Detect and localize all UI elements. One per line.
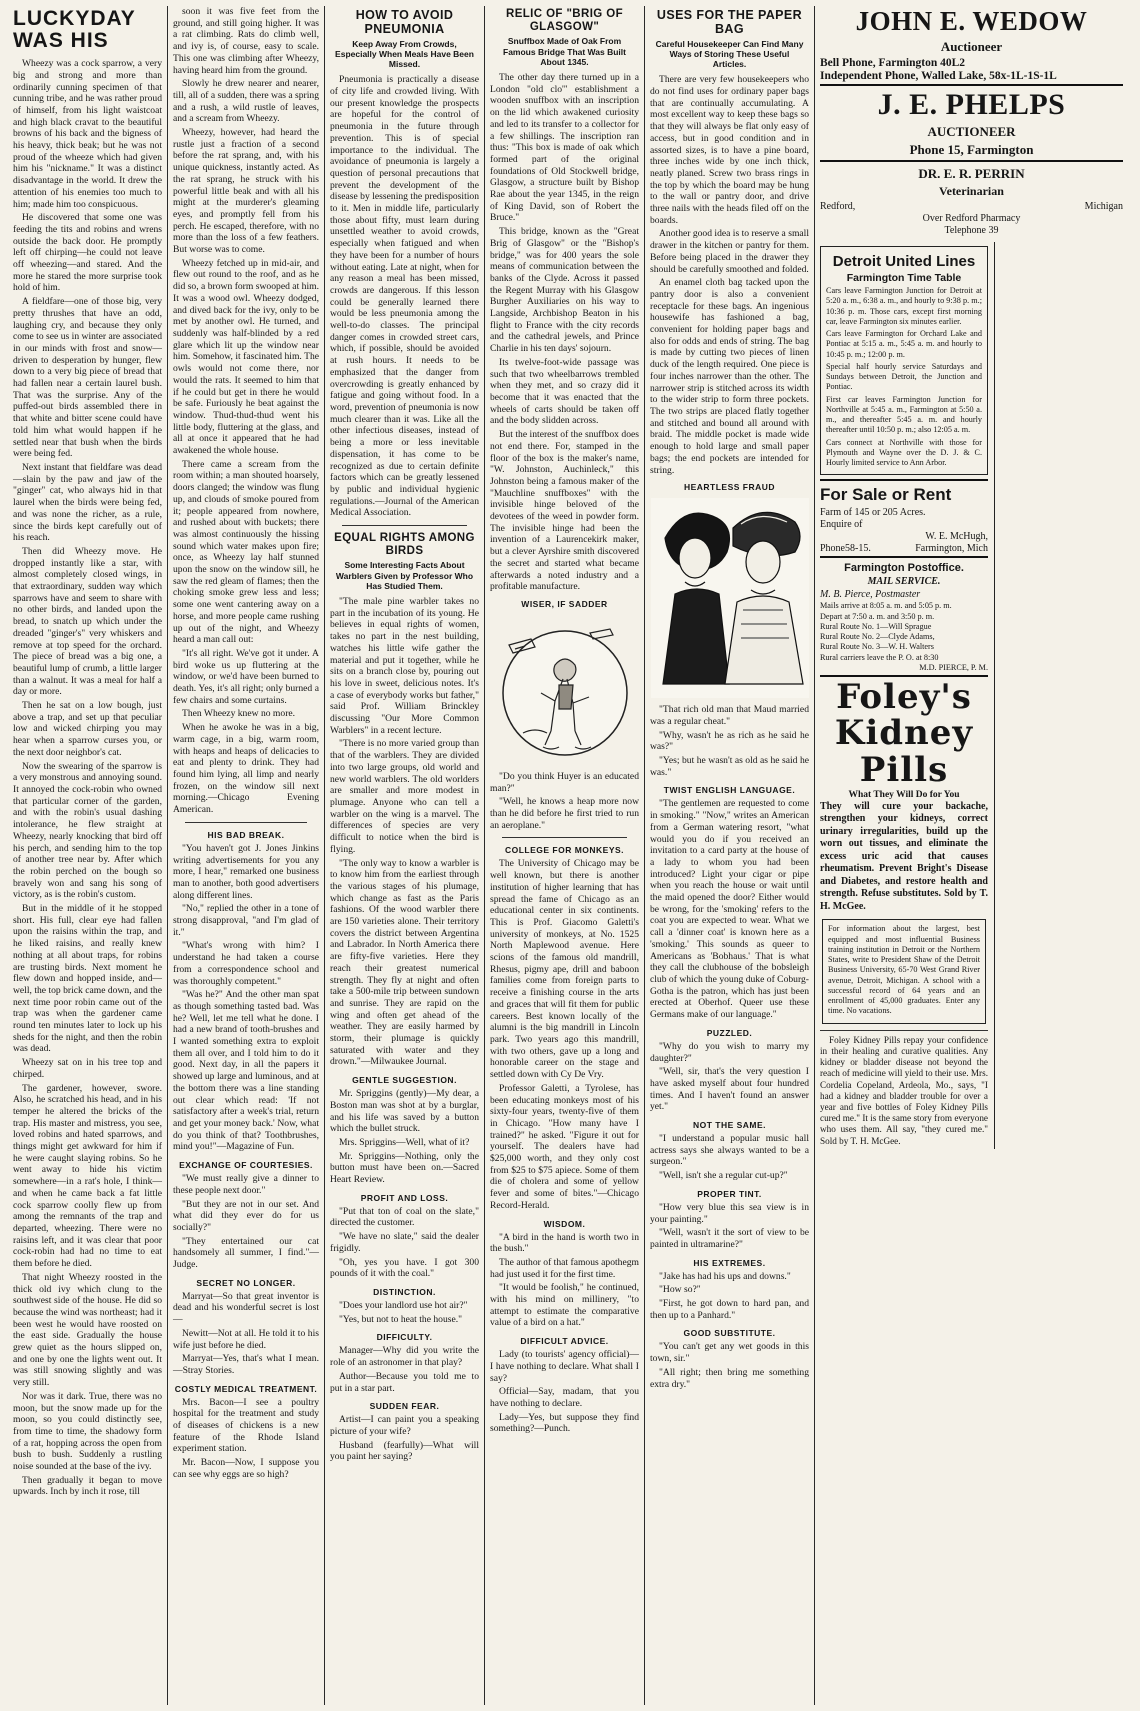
ad-business-university — [822, 919, 986, 1023]
paragraph: "No," replied the other in a tone of strong disapproval, "and I'm glad of it." — [173, 903, 319, 938]
subhead-extremes: HIS EXTREMES. — [693, 1257, 766, 1268]
ad-sale-title: For Sale or Rent — [820, 485, 952, 505]
divider — [820, 556, 988, 558]
po-line: Depart at 7:50 a. m. and 3:50 p. m. — [820, 611, 935, 621]
paragraph: Then did Wheezy move. He dropped instantly like a star, with almost completely closed wings, in that extraordinary, sudden way which sparrows have and seem to share with no other birds, and landed upon the bread, to snatch up which under the dreaded "ginger's" very whiskers and remove at top speed for the orchard. The piece of bread was a big one, a beautiful lump of crumb, a little larger than a walnut. It was a meal for half a day or more. — [13, 545, 162, 698]
divider — [820, 160, 1123, 162]
ad-foley-title-3: Pills — [859, 749, 949, 790]
ad-sale-name: W. E. McHugh, — [925, 531, 988, 543]
paragraph: Husband (fearfully)—What will you paint her saying? — [330, 1439, 479, 1463]
paragraph: There are very few housekeepers who do not find uses for ordinary paper bags that are continually accumulating. A most excellent way to keep these bags so that they will always be flat only easy of access, but in good condition and in assorted sizes, is to have a pine board, three inches wide by one inch thick, neatly planed. Screw two brass rings in the top by which the board may be hung to the wall or pantry door, and drive three nails with the heads filed off on the boards. — [650, 74, 809, 226]
paragraph: Its twelve-foot-wide passage was such that two wheelbarrows trembled when they met, and so crazy did it become that it was enacted that the wheels of carts should be taken off and the body slidden across. — [490, 356, 639, 427]
ad-perrin-location — [820, 201, 1123, 212]
column-2 — [168, 6, 325, 1705]
article-title-birds: EQUAL RIGHTS AMONG BIRDS — [334, 532, 475, 558]
ad-perrin-tel: Telephone 39 — [944, 225, 999, 236]
paragraph: Mr. Spriggins—Nothing, only the button must have been on.—Sacred Heart Review. — [330, 1150, 479, 1186]
paragraph: "That rich old man that Maud married was a regular cheat." — [650, 704, 809, 727]
ad-right-blank — [995, 242, 1123, 1149]
paragraph: The gardener, however, swore. Also, he scratched his head, and in his temper he altered the bricks of the trap. His master and mistress, you see, loved robins and hated sparrows, and things might get awkward for him if he were caught slaying robins. So he went away to hide his victim somewhere—in a rat's hole, I think—and when he came back a fat little cock sparrow coolly flew up from among the remnants of the trap and departed, wheezing. There were no raisins left, and it was clear that poor cock-robin had had no time to eat them before he died. — [13, 1082, 162, 1270]
ad-split-row — [820, 242, 1123, 1149]
subhead-profit: PROFIT AND LOSS. — [360, 1192, 449, 1203]
paragraph: Special half hourly service Saturdays and Sundays between Detroit, the Junction and Pontiac. — [826, 361, 982, 392]
po-line: Rural Route No. 3—W. H. Walters — [820, 642, 934, 652]
ad-detroit-sub: Farmington Time Table — [846, 272, 962, 284]
ad-sale-contact — [820, 543, 988, 554]
ad-phelps-name: J. E. PHELPS — [877, 88, 1066, 121]
paragraph: "How so?" — [659, 1284, 701, 1296]
subhead-substitute: GOOD SUBSTITUTE. — [683, 1328, 776, 1339]
paragraph: "The only way to know a warbler is to know him from the earliest through the various stages of his plumage, which change as fast as the Paris fashions. Of the wood warbler there are 150 varieties alone. Their territory covers the district between Argentina and Labrador. In North America there are fifty-five varieties. Here they reach their greatest numerical strength. They fly at night and often take a 500-mile trip between sundown and sunrise. They are rapid on the wing and often get ahead of the weather. They are easily harmed by storm, their plumage is quickly saturated with water and they drown."—Milwaukee Journal. — [330, 857, 479, 1068]
subhead-sudden: SUDDEN FEAR. — [369, 1401, 440, 1412]
column-3 — [325, 6, 485, 1705]
paragraph: This bridge, known as the "Great Brig of Glasgow" or the "Bishop's bridge," was for 400 years the sole means of communication between the banks of the Clyde. Across it passed the Regent Murray with his Glasgow Burgher Auxiliaries on his way to Langside, Archbishop Beaton in his flight to France with the city records and the cathedral jewels, and Prince Charlie in his ten days' sojourn. — [490, 226, 639, 355]
subhead-costly: COSTLY MEDICAL TREATMENT. — [174, 1383, 318, 1394]
ad-po-service: MAIL SERVICE. — [867, 576, 941, 588]
paragraph: He discovered that some one was feeding the tits and robins and wrens outside the back door. He promptly left off chirping—he could not leave off wheezing—and stared. And the more he stared the more surprise took hold of him. — [13, 212, 162, 294]
subhead-wisdom: WISDOM. — [543, 1218, 586, 1229]
po-line: M.D. PIERCE, P. M. — [919, 662, 988, 672]
ad-phelps-role: AUCTIONEER — [927, 124, 1016, 139]
paragraph: "But they are not in our set. And what did they ever do for us socially?" — [173, 1198, 319, 1233]
po-line: Rural Route No. 2—Clyde Adams, — [820, 632, 935, 641]
subhead-not-same: NOT THE SAME. — [692, 1120, 767, 1131]
paragraph: Marryat—Yes, that's what I mean.—Stray Stories. — [173, 1353, 319, 1376]
divider — [820, 84, 1123, 86]
subhead-bad-break: HIS BAD BREAK. — [207, 829, 285, 840]
ad-foley-body: They will cure your backache, strengthen your kidneys, correct urinary irregularities, build up the worn out tissues, and eliminate the excess uric acid that causes rheumatism. Prevent Bright's Disease and Diabetes, and restore health and strength. Refuse substitutes. Sold by T. H. McGee. — [820, 800, 988, 912]
subhead-gentle: GENTLE SUGGESTION. — [352, 1075, 457, 1086]
paragraph: "Put that ton of coal on the slate," directed the customer. — [330, 1205, 479, 1229]
ad-postoffice — [820, 562, 988, 673]
paragraph: The University of Chicago may be well known, but there is another institution of higher learning that has spread the fame of Chicago as an educational center in six continents. This is Prof. Giacomo Galetti's university of monkeys, at No. 1525 North Maplewood avenue. Here scions of the famous old mandrill, Rhesus, pigmy ape, drill and baboon families come from foreign parts to receive a finishing course in the arts and graces that will fit them for public careers. Best known locally of the alumni is the big mandrill in Lincoln park. Two years ago this mandrill, with two others, gave up a long and honorable career on the stage and settled down with Cy De Vry. — [490, 858, 639, 1081]
po-line: Rural carriers leave the P. O. at 8:30 — [820, 652, 939, 662]
paragraph: Next instant that fieldfare was dead—slain by the paw and jaw of the "ginger" cat, who always hid in that laurel when the birds were being fed, and was none the richer, as a rule, since the birds kept carefully out of his reach. — [13, 462, 162, 544]
divider — [502, 837, 627, 838]
paragraph: "Well, isn't she a regular cut-up?" — [659, 1170, 788, 1182]
ad-foley-title-2: Kidney — [834, 713, 974, 754]
subhead-monkeys: COLLEGE FOR MONKEYS. — [504, 845, 625, 856]
paragraph: "They entertained our cat handsomely all summer, I find."—Judge. — [173, 1235, 319, 1271]
paragraph: Now the swearing of the sparrow is a very monstrous and annoying sound. It annoyed the cock-robin who owned that particular corner of the garden, and with the robin's usual dashing intolerance, he flew straight at Wheezy, nearly knocking that bird off his perch, and sending him to the top of another tree near by. After which the robin perched on the bough so bravely won and sang his song of victory, as is the robin's custom. — [13, 760, 162, 901]
cartoon-title-wiser: WISER, IF SADDER — [521, 598, 608, 609]
paragraph: "It's all right. We've got it under. A bird woke us up fluttering at the window, or we'd have been burned to death. Yes, it's all right; only burned a few chairs and some curtains. — [173, 647, 319, 706]
paragraph: Author—Because you told me to put in a star part. — [330, 1370, 479, 1394]
paragraph: Newitt—Not at all. He told it to his wife just before he died. — [173, 1327, 319, 1351]
ad-phelps-phone: Phone 15, Farmington — [909, 142, 1034, 157]
paragraph: Professor Galetti, a Tyrolese, has been educating monkeys most of his sixty-four years, twenty-five of them in Chicago. "How many have I trained?" he asked. "Figure it out for yourself. The dealers have had $25,000 worth, and they only cost from $25 to $75 apiece. Some of them die of cholera and some of yellow fever and some of bites."—Chicago Record-Herald. — [490, 1082, 639, 1211]
subhead-tint: PROPER TINT. — [697, 1188, 762, 1199]
ad-foley-sub: What They Will Do for You — [848, 789, 960, 800]
paragraph: Marryat—So that great inventor is dead and his wonderful secret is lost— — [173, 1290, 319, 1326]
ad-wedow-role: Auctioneer — [940, 39, 1003, 54]
ad-sale-phone: Phone58-15. — [820, 543, 871, 555]
column-1 — [8, 6, 168, 1705]
ad-perrin-name: DR. E. R. PERRIN — [918, 166, 1025, 181]
ad-detroit-lines — [820, 246, 988, 475]
paragraph: "A bird in the hand is worth two in the bush." — [490, 1231, 639, 1255]
column-4 — [485, 6, 645, 1705]
ad-wedow-line2: Independent Phone, Walled Lake, 58x-1L-1S-1L — [820, 70, 1057, 82]
paragraph: "Was he?" And the other man spat as though something tasted bad. Was he? Well, let me tell what he done. I had a new brand of tooth-brushes and I wanted something extra to exploit them all over, and I told him to do it good. Next day, in all the papers it showed up large and luminous, and at the bottom there was a line standing out clear which read: 'If not satisfactory after a week's trial, return and get your money back.' Now, what do you think of that? Toothbrushes, mind you!"—Magazine of Fun. — [173, 989, 319, 1153]
aeroplane-cartoon — [495, 615, 635, 765]
column-5 — [645, 6, 815, 1705]
article-deck-birds: Some Interesting Facts About Warblers Given by Professor Who Has Studied Them. — [335, 560, 474, 591]
column-layout — [8, 6, 1132, 1705]
paragraph: Cars leave Farmington for Orchard Lake and Pontiac at 5:15 a. m., 5:45 a. m. and hourly to 10:45 p. m.; 12:00 p. m. — [826, 329, 982, 359]
ad-left-stack — [820, 242, 995, 1149]
article-body-luckyday — [13, 58, 162, 1498]
paragraph: "The gentlemen are requested to come in smoking." "Now," writes an American from a German watering resort, "what would you do if you received an invitation to a card party at the house of a lady to whom you had been introduced? Light your cigar or pipe when you reach the house or wait until the maid opened the door? Either would be wrong, for the 'smoking' refers to the coat you are expected to wear. What we call a 'dinner coat' is known here as a 'smoking.' This sounds as queer to Americans as 'Bobhaus.' That is what they call the clubhouse of the bobsleigh club of which the young duke of Coburg-Gotha is the patron, which has just been erected at Oberhof. Queer use these Germans make of our language." — [650, 798, 809, 1021]
paragraph: soon it was five feet from the ground, and still going higher. It was a rat climbing. Rats do climb well, and ivy is, of course, easy to scale. This one was climbing after Wheezy, having heard him from the ground. — [173, 6, 319, 76]
divider — [820, 479, 988, 481]
paragraph: Then Wheezy knew no more. — [182, 708, 296, 720]
paragraph: "First, he got down to hard pan, and then up to a Panhard." — [650, 1298, 809, 1321]
paragraph: "Yes; but he wasn't as old as he said he was." — [650, 755, 809, 778]
article-deck-paperbag: Careful Housekeeper Can Find Many Ways of Storing These Useful Articles. — [655, 38, 804, 70]
subhead-secret: SECRET NO LONGER. — [196, 1277, 296, 1288]
paragraph: That night Wheezy roosted in the thick old ivy which clung to the southwest side of the house. He did so because the wind was northeast; had it been west he would have roosted on the east side. Gradually the house grew quiet as the hours slipped on, and one by one the lights went out. It was still snowing slightly and was very still. — [13, 1271, 162, 1389]
subhead-difficulty: DIFFICULTY. — [376, 1332, 433, 1343]
ad-foley-title-1: Foley's — [836, 677, 972, 717]
subhead-courtesies: EXCHANGE OF COURTESIES. — [179, 1160, 313, 1171]
paragraph: Mrs. Bacon—I see a poultry hospital for the treatment and study of diseases of chickens is a new feature of the Rhode Island experiment station. — [173, 1396, 319, 1455]
paragraph: The other day there turned up in a London "old clo'" establishment a wooden snuffbox with an inscription on the lid which awakened curiosity and led to its transfer to a collector for a few shillings. The inscription ran thus: "This box is made of oak which formed part of the original foundations of Old Stockwell bridge, Glasgow, a structure built by Bishop Rae about the year 1345, in the reign of King David, son of Robert the Bruce." — [490, 72, 639, 224]
ad-perrin-loc: Over Redford Pharmacy — [922, 213, 1021, 224]
ad-phelps — [820, 90, 1123, 158]
paragraph: Cars leave Farmington Junction for Detroit at 5:20 a. m., 6:38 a. m., and hourly to 9:38 p. m.; 10:36 p. m. Those cars, except first morning car, leave Farmington six minutes earlier. — [826, 286, 982, 326]
paragraph: Mr. Bacon—Now, I suppose you can see why eggs are so high? — [173, 1457, 319, 1480]
ad-po-title: Farmington Postoffice. — [844, 562, 964, 575]
article-title-luckyday: LUCKYDAY WAS HIS — [13, 7, 136, 53]
paragraph: But in the middle of it he stopped short. His full, clear eye had fallen upon the raisins within the trap, and he liked raisins, and really knew nothing at all about traps, for robins are trusting birds. Next moment he flew down and hopped inside, and—well, the top brick came down, and the next time poor robin came out of the trap was when the gardener came round ten minutes later to lock up his sheds for the night, and then the robin was dead. — [13, 903, 162, 1055]
paragraph: Lady (to tourists' agency official)—I have nothing to declare. What shall I say? — [490, 1349, 639, 1384]
divider — [185, 822, 307, 823]
column-6-ads — [815, 6, 1128, 1705]
paragraph: The author of that famous apothegm had just used it for the first time. — [490, 1256, 639, 1280]
po-line: Rural Route No. 1—Will Sprague — [820, 621, 932, 631]
article-title-paperbag: USES FOR THE PAPER BAG — [656, 8, 803, 37]
paragraph: Pneumonia is practically a disease of city life and crowded living. With our present knowledge the prospects are hopeful for the control of pneumonia in the future through prevention. This is of special importance to the individual. The avoidance of pneumonia is largely a question of personal precautions that prevent the development of the disease by lessening the predisposition to it. Men in middle life, particularly those about fifty, must learn during unsettled weather to avoid crowds, especially when fatigued and when they have been for a number of hours without eating. Late at night, when for any reason a meal has been missed, crowds are dangerous. If this lesson could be generally learned there would be less pneumonia among the well-to-do classes. The principal danger comes in crowded street cars, which, if possible, should be avoided at rush hours. It needs to be emphasized that the danger from overcrowding is greatly enhanced by fatigue and going without food. In a word, prevention of pneumonia is now much clearer than it was. Like all the other infectious diseases, instead of being a more or less inevitable dispensation, it has come to be recognized as due to certain definite factors which can be greatly lessened by public and individual hygienic regulations.—Journal of the American Medical Association. — [330, 74, 479, 519]
paragraph: An enamel cloth bag tacked upon the pantry door is also a convenient receptacle for these bags. An ingenious housewife has fashioned a bag, convenient for holding paper bags and also for odds and ends of string. The bag is made by cutting two pieces of linen duck of the length required. One piece is four inches narrower than the other. The narrower strip is stitched across its width to the wider strip to form three pockets. The two strips are placed flatly together and stitched and bound all around with braid. The middle pocket is made wide enough to hold large and small paper bags; the end pockets are intended for string. — [650, 277, 809, 476]
paragraph: Wheezy, however, had heard the rustle just a fraction of a second before the rat sprang, and, with his unique quickness, instantly acted. As the rat sprang, he struck with his powerful little beak and with all his might at the murderer's gleaming eyes, and promptly fell from his perch. He escaped, therefore, with no more than the loss of a few feathers. But worse was to come. — [173, 127, 319, 256]
ad-sale-city: Farmington, Mich — [915, 543, 988, 555]
paragraph: "We have no slate," said the dealer frigidly. — [330, 1231, 479, 1254]
paragraph: "We must really give a dinner to these people next door." — [173, 1173, 319, 1196]
two-women-illustration — [651, 498, 809, 698]
ad-sale — [820, 485, 988, 554]
paragraph: Then gradually it began to move upwards. Inch by inch it rose, till — [13, 1474, 162, 1498]
paragraph: "The male pine warbler takes no part in the incubation of its young. He believes in equal rights of women, takes no part in the nest building, watches his little wife gather the material and put it together, while he sits on a branch close by, pouring out his love in sweet, delicious notes. It's a case of everybody works but father," said Prof. William Brinckley discussing "Our More Common Warblers" in a recent lecture. — [330, 596, 479, 736]
paragraph: "You can't get any wet goods in this town, sir." — [650, 1341, 809, 1365]
ad-wedow-line1: Bell Phone, Farmington 40L2 — [820, 57, 966, 69]
paragraph: "Why do you wish to marry my daughter?" — [650, 1040, 809, 1064]
paragraph: "Oh, yes you have. I got 300 pounds of it with the coal." — [330, 1256, 479, 1280]
article-title-pneumonia: HOW TO AVOID PNEUMONIA — [355, 8, 454, 37]
paragraph: "What's wrong with him? I understand he had taken a course from a correspondence school and was thoroughly competent." — [173, 940, 319, 987]
po-line: Mails arrive at 8:05 a. m. and 5:05 p. m. — [820, 601, 952, 611]
paragraph: First car leaves Farmington Junction for Northville at 5:45 a. m., Farmington at 5:50 a. m., and thereafter 5:45 a. m. and hourly thereafter until 10:50 p. m.; also 12:05 a. m. — [826, 394, 982, 435]
paragraph: "Well, he knows a heap more now than he did before he first tried to run an aeroplane." — [490, 796, 639, 831]
paragraph: "Well, sir, that's the very question I have asked myself about four hundred times. And I haven't found an answer yet." — [650, 1066, 809, 1113]
paragraph: Then he sat on a low bough, just above a trap, and set up that peculiar low and wicked chirping you may hear when a sparrow curses you, or the next door neighbor's cat. — [13, 700, 162, 758]
paragraph: Official—Say, madam, that you have nothing to declare. — [490, 1386, 639, 1409]
paragraph: "Well, wasn't it the sort of view to be painted in ultramarine?" — [650, 1227, 809, 1250]
paragraph: A fieldfare—one of those big, very pretty thrushes that have an odd, laughing cry, and because they only come to see us in winter are associated in our minds with frost and snow—driven to desperation by hunger, flew down to a very big piece of bread that had fallen near a certain laurel bush. That was the surprise. Any of the puffed-out birds assembled there in that white and bitter scene could have told him what would happen if he settled near that bush when the birds were being fed. — [13, 296, 162, 460]
paragraph: "I understand a popular music hall actress says she always wanted to be a surgeon." — [650, 1133, 809, 1168]
paragraph: "Does your landlord use hot air?" — [339, 1300, 468, 1311]
ad-sale-line1: Farm of 145 or 205 Acres. — [820, 507, 926, 519]
paragraph: Wheezy sat on in his tree top and chirped. — [13, 1057, 162, 1080]
subhead-puzzled: PUZZLED. — [706, 1027, 753, 1038]
ad-sale-enq: Enquire of — [820, 519, 863, 531]
ad-perrin-state: Michigan — [1084, 201, 1123, 212]
paragraph: There came a scream from the room within; a man shouted hoarsely, doors clanged; the window was flung up, and clouds of smoke poured from it; people appeared from nowhere, and rushed about with buckets; there was almost continuously the hissing sound which water makes upon fire; once, as Wheezy lay half stunned upon the snow on the window sill, he saw the red gleam of flames; then the choking smoke grew less and less; some one went cantering away on a horse, and more people came rushing up out of the night, and Wheezy heard a man call out: — [173, 458, 319, 646]
ad-wedow — [820, 8, 1123, 82]
ad-po-master: M. B. Pierce, Postmaster — [820, 589, 921, 601]
paragraph: "How very blue this sea view is in your painting." — [650, 1201, 809, 1225]
ad-foley — [820, 677, 988, 913]
ad-perrin-city: Redford, — [820, 201, 856, 212]
paragraph: Mrs. Spriggins—Well, what of it? — [339, 1136, 470, 1148]
paragraph: Lady—Yes, but suppose they find something?—Punch. — [490, 1411, 639, 1435]
paragraph: Mr. Spriggins (gently)—My dear, a Boston man was shot at by a burglar, and his life was saved by a button which the bullet struck. — [330, 1088, 479, 1135]
subhead-difficult: DIFFICULT ADVICE. — [520, 1336, 609, 1347]
subhead-twist: TWIST ENGLISH LANGUAGE. — [663, 785, 796, 796]
paragraph: "Yes, but not to heat the house." — [339, 1313, 463, 1325]
paragraph: Artist—I can paint you a speaking picture of your wife? — [330, 1414, 479, 1437]
divider — [820, 1030, 988, 1031]
article-deck-pneumonia: Keep Away From Crowds, Especially When Meals Have Been Missed. — [335, 38, 474, 70]
ad-perrin — [820, 166, 1123, 236]
ad-wedow-name: JOHN E. WEDOW — [855, 6, 1088, 36]
subhead-distinction: DISTINCTION. — [373, 1287, 436, 1297]
ad-perrin-role: Veterinarian — [939, 184, 1004, 198]
ad-foley-testimonial: Foley Kidney Pills repay your confidence in their healing and curative qualities. Any kidney or bladder disease not beyond the reach of medicine will yield to their use. Mrs. Cordelia Copeland, Ardeola, Mo., says, "I had a kidney and bladder trouble for over a year and five bottles of Foley Kidney Pills cured me." It is the same story from everyone who uses them. All say, "they cured me." Sold by T. H. McGee. — [820, 1034, 988, 1146]
paragraph: "You haven't got J. Jones Jinkins writing advertisements for you any more, I hear," remarked one business man to another, both good advertisers along different lines. — [173, 842, 319, 901]
article-deck-brig: Snuffbox Made of Oak From Famous Bridge That Was Built About 1345. — [503, 36, 626, 67]
ad-detroit-title: Detroit United Lines — [832, 253, 976, 270]
paragraph: "Jake has had his ups and downs." — [659, 1270, 791, 1282]
paragraph: "There is no more varied group than that of the warblers. They are divided into two large groups, old world and new world warblers. The old worlders are smaller and more modest in plumage. Anyone who can tell a warbler on the wing is a marvel. The differences of species are very difficult to notice when the bird is flying. — [330, 738, 479, 855]
paragraph: Nor was it dark. True, there was no moon, but the snow made up for the moon, so you could distinctly see, from time to time, the shadowy form of a rat, hopping across the open from bush to bush. Suddenly a rustling noise sounded at the base of the ivy. — [13, 1390, 162, 1473]
paragraph: "Why, wasn't he as rich as he said he was?" — [650, 729, 809, 753]
paragraph: Cars connect at Northville with those for Plymouth and Wayne over the D. J. & C. Hourly limited service to Ann Arbor. — [826, 437, 982, 467]
paragraph: Manager—Why did you write the role of an astronomer in that play? — [330, 1345, 479, 1369]
paragraph: "It would be foolish," he continued, with his mind on millinery, "to attempt to estimate the comparative value of a bird on a hat." — [490, 1282, 639, 1329]
paragraph: Wheezy was a cock sparrow, a very big and strong and more than ordinarily cunning specimen of that cunning tribe, and he was rather proud of himself, from his light waistcoat and high black cravat to the beautiful browns of his back and the bigness of his heavy, thick beak; but he was not proud of the wheeze which had given him his "nickname." It was a distinct disadvantage in the world. It drew the attention of his enemies too much to him; made him too conspicuous. — [13, 58, 162, 210]
divider — [342, 525, 467, 526]
article-title-brig: RELIC OF "BRIG OF GLASGOW" — [505, 8, 624, 34]
paragraph: Another good idea is to reserve a small drawer in the kitchen or pantry for them. Before being placed in the drawer they should be carefully smoothed and folded. — [650, 228, 809, 275]
paragraph: Slowly he drew nearer and nearer, till, all of a sudden, there was a spring and a rush, a wild rustle of leaves, and a scream from Wheezy. — [173, 78, 320, 125]
cartoon-title-heartless: HEARTLESS FRAUD — [683, 482, 776, 493]
paragraph: "All right; then bring me something extra dry." — [650, 1366, 809, 1390]
paragraph: When he awoke he was in a big, warm cage, in a big, warm room, with heaps and heaps of delicacies to eat and plenty to drink. They had found him lying, all limp and nearly frozen, on the window sill next morning.—Chicago Evening American. — [173, 722, 319, 816]
paragraph: "Do you think Huyer is an educated man?" — [490, 770, 639, 794]
paragraph: Wheezy fetched up in mid-air, and flew out round to the roof, and as he did so, a brown form swooped at him. It was a wood owl. Wheezy dodged, and dived back for the ivy, only to be met by another owl. He turned, and suddenly was half-blinded by a red glare which lit up the window near him. Somehow, it fascinated him. The owls would not come there, nor would the rats. It seemed to him that if he could but get in there he would be safe. Furiously he beat against the window. Thud-thud-thud went his little body, fluttering at the glass, and all at once it appeared that he had awakened the whole house. — [173, 257, 319, 457]
paragraph: But the interest of the snuffbox does not end there. For, stamped in the floor of the box is the maker's name, "W. Johnston, Auchinleck," this Johnston being a famous maker of the "Mauchline snuffboxes" with the invisible hinge beloved of the devotees of the weed in powder form. The invisible hinge had been the invention of a Laurencekirk maker, but a clever Ayrshire smith discovered the secret and started what became afterwards a noted industry and a profitable manufacture. — [490, 429, 639, 593]
ad-business-text: For information about the largest, best equipped and most influential Business training institution in Detroit or the Northern States, write to President Shaw of the Detroit Business University, 65-70 West Grand River avenue, Detroit, Michigan. A school with a successful record of 64 years and an enrollment of 45,000 graduates. Enter any time. No vacations. — [828, 924, 980, 1016]
